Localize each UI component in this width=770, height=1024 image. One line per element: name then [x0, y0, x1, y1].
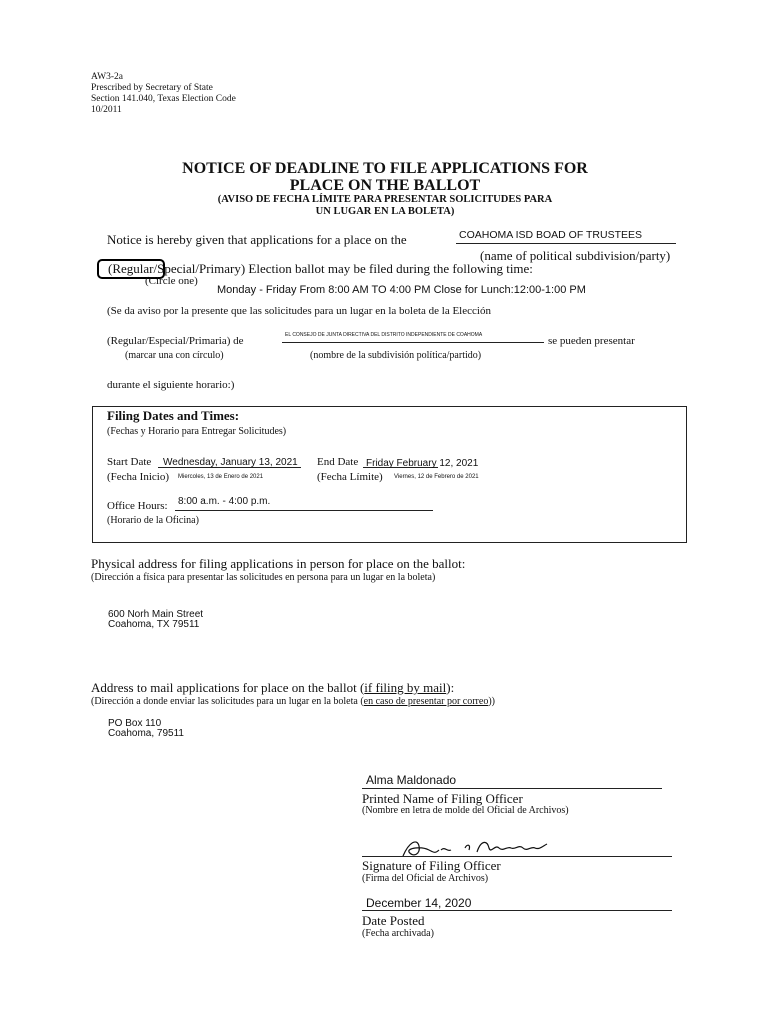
mail-heading-underlined: if filing by mail	[364, 680, 447, 695]
mail-address-line-2: Coahoma, 79511	[108, 728, 184, 739]
mail-heading-es-pre: (Dirección a donde enviar las solicitudes para un lugar en la boleta (	[91, 696, 364, 707]
physical-address-heading-es: (Dirección a física para presentar las solicitudes en persona para un lugar en la boleta)	[91, 572, 436, 583]
mail-address-line-1: PO Box 110	[108, 718, 162, 729]
start-date-label-es: (Fecha Inicio)	[107, 471, 169, 483]
date-posted-label-es: (Fecha archivada)	[362, 928, 434, 939]
subtitle-line-2: UN LUGAR EN LA BOLETA)	[315, 206, 455, 217]
physical-address-line-1: 600 Norh Main Street	[108, 609, 204, 620]
filing-time-value: Monday - Friday From 8:00 AM TO 4:00 PM Close for Lunch:12:00-1:00 PM	[217, 284, 586, 296]
aviso-tail: se pueden presentar	[548, 335, 635, 347]
end-date-value-es: Viernes, 12 de Febrero de 2021	[394, 474, 479, 480]
signature-label: Signature of Filing Officer	[362, 858, 501, 873]
mail-address-heading	[91, 680, 454, 696]
form-date: 10/2011	[91, 105, 122, 115]
aviso-subdivision-value: EL CONSEJO DE JUNTA DIRECTIVA DEL DISTRITO INDEPENDIENTE DE COAHOMA	[285, 332, 483, 338]
signature-label-es: (Firma del Oficial de Archivos)	[362, 873, 489, 884]
office-hours-value: 8:00 a.m. - 4:00 p.m.	[178, 496, 271, 507]
filing-heading-es: (Fechas y Horario para Entregar Solicitudes)	[107, 426, 287, 437]
officer-name-value: Alma Maldonado	[366, 773, 457, 787]
subdivision-caption: (name of political subdivision/party)	[480, 248, 671, 263]
mail-heading-post: ):	[446, 680, 455, 695]
notice-lead: Notice is hereby given that applications for a place on the	[107, 232, 407, 247]
filing-heading: Filing Dates and Times:	[107, 408, 240, 423]
prescribed-by: Prescribed by Secretary of State	[91, 83, 213, 93]
mail-heading-es-underlined: en caso de presentar por correo	[363, 696, 489, 707]
start-date-label: Start Date	[107, 456, 152, 468]
office-hours-line	[175, 510, 433, 511]
signature-line	[362, 856, 672, 857]
aviso-closing: durante el siguiente horario:)	[107, 379, 235, 391]
mail-address-heading-es	[91, 696, 495, 707]
mail-heading-es-post: ))	[488, 696, 496, 707]
office-hours-label-es: (Horario de la Oficina)	[107, 515, 199, 526]
date-posted-label: Date Posted	[362, 913, 425, 928]
subdivision-value: COAHOMA ISD BOAD OF TRUSTEES	[459, 229, 643, 241]
end-date-label: End Date	[317, 456, 359, 468]
officer-name-line	[362, 788, 662, 789]
aviso-subdivision-line	[282, 342, 544, 343]
officer-name-label: Printed Name of Filing Officer	[362, 791, 523, 806]
mail-heading-pre: Address to mail applications for place on the ballot (	[91, 680, 365, 695]
aviso-lead: (Se da aviso por la presente que las solicitudes para un lugar en la boleta de la Elección	[107, 305, 491, 317]
officer-name-label-es: (Nombre en letra de molde del Oficial de Archivos)	[362, 805, 569, 816]
subtitle-line-1: (AVISO DE FECHA LÍMITE PARA PRESENTAR SOLICITUDES PARA	[217, 194, 553, 205]
title-line-2: PLACE ON THE BALLOT	[289, 177, 481, 194]
physical-address-heading: Physical address for filing applications in person for place on the ballot:	[91, 556, 466, 571]
office-hours-label: Office Hours:	[107, 500, 168, 512]
title-line-1: NOTICE OF DEADLINE TO FILE APPLICATIONS FOR	[182, 160, 588, 177]
start-date-value: Wednesday, January 13, 2021	[163, 457, 298, 468]
aviso-subdivision-caption: (nombre de la subdivisión política/partido)	[310, 350, 482, 361]
code-section: Section 141.040, Texas Election Code	[91, 94, 236, 104]
date-posted-line	[362, 910, 672, 911]
physical-address-line-2: Coahoma, TX 79511	[108, 619, 200, 630]
start-date-value-es: Miercoles, 13 de Enero de 2021	[178, 474, 264, 480]
date-posted-value: December 14, 2020	[366, 896, 472, 910]
end-date-value: Friday February 12, 2021	[366, 458, 479, 469]
aviso-type-label: (Regular/Especial/Primaria) de	[107, 335, 244, 347]
election-type-rest: Special/Primary) Election ballot may be filed during the following time:	[157, 261, 533, 276]
aviso-circle-caption: (marcar una con círculo)	[125, 350, 224, 361]
subdivision-line	[456, 243, 676, 244]
form-id: AW3-2a	[91, 72, 123, 82]
end-date-label-es: (Fecha Límite)	[317, 471, 383, 483]
circle-one-caption: (Circle one)	[145, 275, 198, 287]
election-type-regular: (Regular/	[108, 261, 158, 276]
